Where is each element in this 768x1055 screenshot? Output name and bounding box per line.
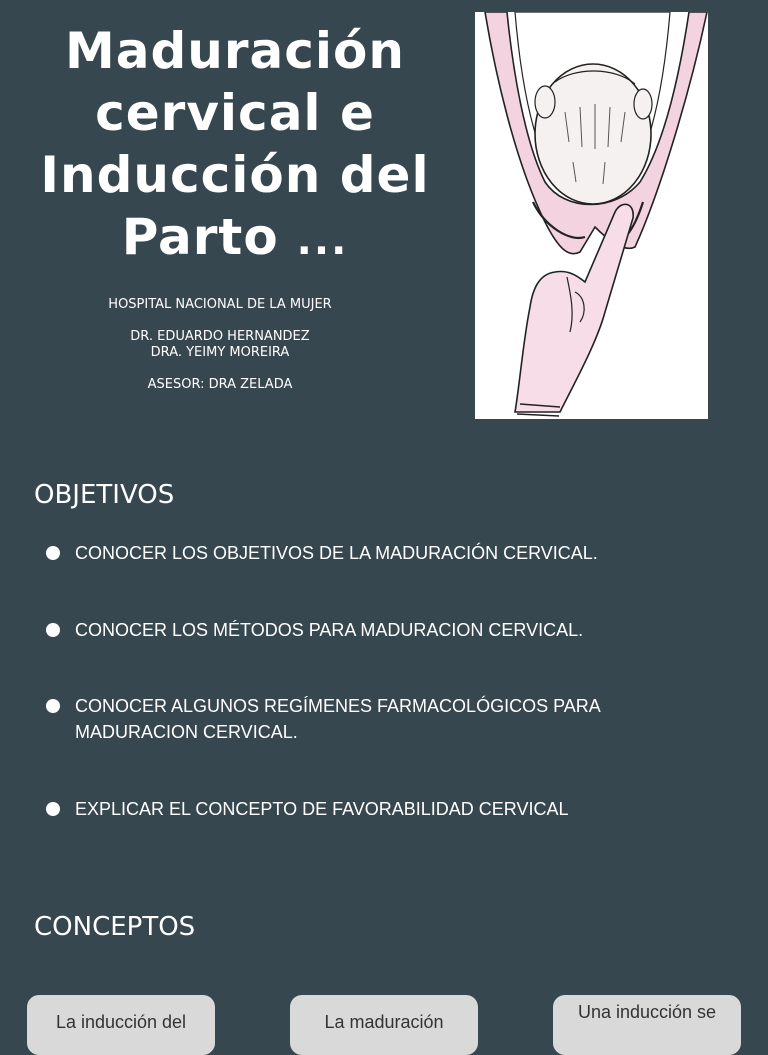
bullet-icon [46, 546, 60, 560]
list-item-text: CONOCER ALGUNOS REGÍMENES FARMACOLÓGICOS PARA MADURACION CERVICAL. [75, 696, 600, 742]
author-1: DR. EDUARDO HERNANDEZ [130, 329, 310, 344]
hospital-name: HOSPITAL NACIONAL DE LA MUJER [108, 297, 332, 312]
title-line-4: Parto [121, 208, 279, 266]
title-line-2: cervical e [95, 84, 375, 142]
concept-card-2[interactable] [290, 995, 478, 1055]
cervical-exam-drawing [475, 12, 708, 419]
list-item [46, 540, 726, 566]
concept-card-text: Una inducción se [577, 1002, 717, 1022]
document-title [20, 20, 450, 272]
list-item [46, 796, 726, 822]
list-item [46, 617, 726, 643]
title-line-3: Inducción del [40, 146, 430, 204]
title-line-1: Maduración [64, 22, 405, 80]
concept-card-1[interactable] [27, 995, 215, 1055]
list-item-text: CONOCER LOS OBJETIVOS DE LA MADURACIÓN CERVICAL. [75, 543, 598, 563]
cervical-exam-illustration [475, 12, 708, 419]
list-item-text: EXPLICAR EL CONCEPTO DE FAVORABILIDAD CERVICAL [75, 799, 569, 819]
concept-card-text: La inducción del [55, 1012, 187, 1032]
bullet-icon [46, 623, 60, 637]
bullet-icon [46, 802, 60, 816]
bullet-icon [46, 699, 60, 713]
objetivos-heading: OBJETIVOS [34, 480, 175, 510]
list-item [46, 693, 726, 745]
list-item-text: CONOCER LOS MÉTODOS PARA MADURACION CERVICAL. [75, 620, 584, 640]
author-2: DRA. YEIMY MOREIRA [150, 345, 290, 360]
concept-card-3[interactable] [553, 995, 741, 1055]
conceptos-heading: CONCEPTOS [34, 912, 196, 942]
more-ellipsis[interactable]: ... [296, 218, 349, 264]
concept-card-text: La maduración [324, 1012, 444, 1032]
advisor: ASESOR: DRA ZELADA [147, 377, 293, 392]
